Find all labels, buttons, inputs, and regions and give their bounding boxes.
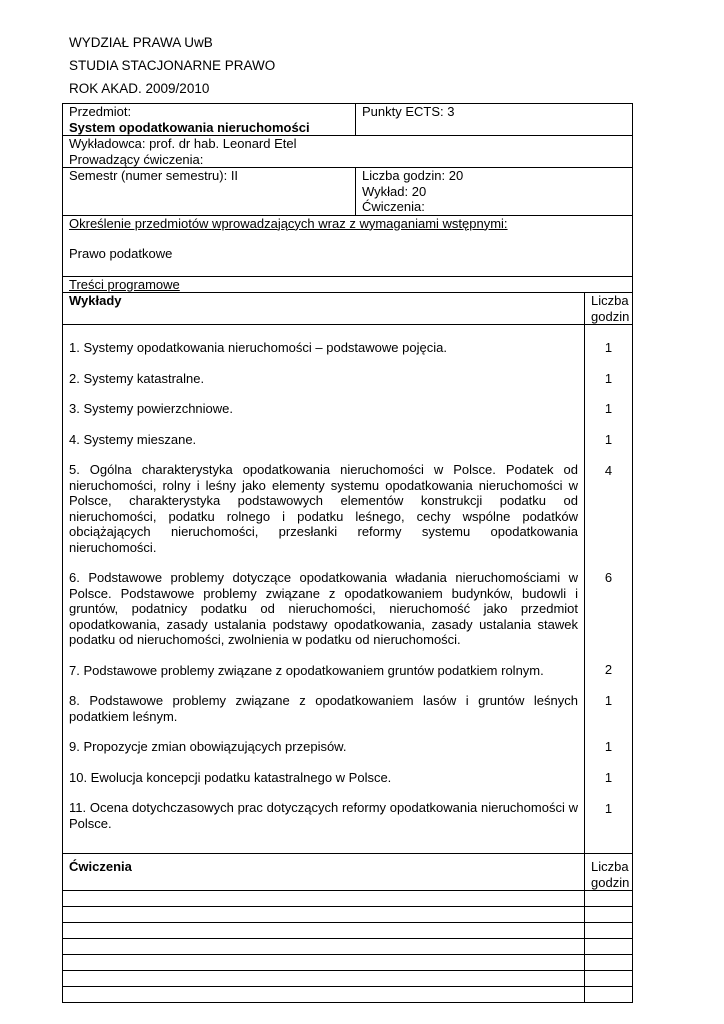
hours-heading-line1: Liczba xyxy=(591,293,629,308)
exercise-hours-cell xyxy=(585,971,633,987)
hours-heading-line1: Liczba xyxy=(591,859,629,874)
lecture-item: 11. Ocena dotychczasowych prac dotyczących reformy opodatkowania nieruchomości w Polsce. xyxy=(69,800,578,831)
lecture-hours-value: 1 xyxy=(604,801,613,816)
exercise-hours-cell xyxy=(585,955,633,971)
ects-cell xyxy=(356,104,633,136)
hours-heading-line2: godzin xyxy=(591,308,630,324)
exercise-topic-cell xyxy=(63,939,585,955)
exercise-topic-cell xyxy=(63,955,585,971)
program-heading: Treści programowe xyxy=(69,276,180,292)
staff-cell xyxy=(63,136,633,168)
hours-total: Liczba godzin: 20 xyxy=(362,168,464,183)
exercise-row xyxy=(63,987,633,1003)
lecture-hours-value: 1 xyxy=(604,371,613,386)
lecture-hours-value: 6 xyxy=(604,570,613,585)
exercise-topic-cell xyxy=(63,923,585,939)
exercises-heading: Ćwiczenia xyxy=(63,854,585,891)
lecture-item: 7. Podstawowe problemy związane z opodatkowaniem gruntów podatkiem rolnym. xyxy=(69,662,544,678)
lecture-hours-value: 1 xyxy=(604,693,613,708)
exercise-topic-cell xyxy=(63,971,585,987)
hours-cell xyxy=(356,168,633,216)
prereq-heading: Określenie przedmiotów wprowadzających wraz z wymaganiami wstępnymi: xyxy=(69,215,508,231)
header-academic-year: ROK AKAD. 2009/2010 xyxy=(69,81,210,96)
subject-name: System opodatkowania nieruchomości xyxy=(69,119,310,135)
subject-cell xyxy=(63,104,356,136)
hours-heading-line2: godzin xyxy=(591,874,630,890)
syllabus-table xyxy=(62,103,633,1003)
lecture-item: 3. Systemy powierzchniowe. xyxy=(69,401,234,416)
lecture-hours-value: 1 xyxy=(604,401,613,416)
lecture-item: 10. Ewolucja koncepcji podatku katastralnego w Polsce. xyxy=(69,769,392,785)
lecturer: Wykładowca: prof. dr hab. Leonard Etel xyxy=(69,136,297,151)
subject-label: Przedmiot: xyxy=(69,104,132,119)
program-cell xyxy=(63,276,633,293)
lectures-heading: Wykłady xyxy=(63,293,585,325)
exercise-hours-cell xyxy=(585,907,633,923)
lecture-item: 8. Podstawowe problemy związane z opodatkowaniem lasów i gruntów leśnych podatkiem leśnym. xyxy=(69,693,578,724)
lecture-hours-heading xyxy=(585,293,633,325)
ects-points: Punkty ECTS: 3 xyxy=(362,104,455,119)
lecture-item: 9. Propozycje zmian obowiązujących przepisów. xyxy=(69,739,347,754)
header-studies: STUDIA STACJONARNE PRAWO xyxy=(69,58,276,73)
prereq-row xyxy=(63,215,633,276)
lecture-item: 1. Systemy opodatkowania nieruchomości – podstawowe pojęcia. xyxy=(69,340,447,355)
exercise-row xyxy=(63,939,633,955)
exercise-hours-cell xyxy=(585,891,633,907)
lecture-hours-value: 2 xyxy=(604,662,613,677)
semester-label: Semestr (numer semestru): II xyxy=(69,168,239,183)
semester-cell xyxy=(63,168,356,216)
prereq-cell xyxy=(63,215,633,276)
lecture-item: 2. Systemy katastralne. xyxy=(69,370,205,386)
lectures-list xyxy=(63,325,585,854)
exercise-row xyxy=(63,923,633,939)
hours-exercises: Ćwiczenia: xyxy=(362,199,425,214)
exercise-row xyxy=(63,955,633,971)
staff-row xyxy=(63,136,633,168)
lecture-hours-value: 4 xyxy=(604,463,613,478)
program-row xyxy=(63,276,633,293)
exercise-row xyxy=(63,971,633,987)
exercises-header-row xyxy=(63,854,633,891)
exercise-topic-cell xyxy=(63,987,585,1003)
exercise-hours-cell xyxy=(585,923,633,939)
exercise-hours-cell xyxy=(585,987,633,1003)
exercise-hours-heading xyxy=(585,854,633,891)
lecture-hours-value: 1 xyxy=(604,770,613,785)
exercise-hours-cell xyxy=(585,939,633,955)
exercise-topic-cell xyxy=(63,907,585,923)
exercise-instructor: Prowadzący ćwiczenia: xyxy=(69,151,204,167)
lecture-hours-value: 1 xyxy=(604,739,613,754)
subject-row xyxy=(63,104,633,136)
lectures-header-row xyxy=(63,293,633,325)
lecture-hours-value: 1 xyxy=(604,340,613,355)
exercise-topic-cell xyxy=(63,891,585,907)
semester-row xyxy=(63,168,633,216)
lecture-item: 6. Podstawowe problemy dotyczące opodatkowania władania nieruchomościami w Polsce. Podstawowe problemy związane z opodatkowaniem budynków, budowli i gruntów, podatnicy podatku od nieruchomości, nieruchomość jako przedmiot opodatkowania, zasady ustalania podstawy opodatkowania, zasady ustalania stawek podatku od nieruchomości, zwolnienia w podatku od nieruchomości. xyxy=(69,570,578,647)
lectures-content-row xyxy=(63,325,633,854)
hours-lecture: Wykład: 20 xyxy=(362,183,427,199)
prereq-value: Prawo podatkowe xyxy=(69,246,173,261)
lecture-hours-value: 1 xyxy=(604,432,613,447)
exercise-row xyxy=(63,907,633,923)
header-faculty: WYDZIAŁ PRAWA UwB xyxy=(69,35,213,50)
lecture-hours-column xyxy=(585,325,633,854)
exercise-row xyxy=(63,891,633,907)
lecture-item: 4. Systemy mieszane. xyxy=(69,431,197,447)
lecture-item: 5. Ogólna charakterystyka opodatkowania nieruchomości w Polsce. Podatek od nieruchomości, rolny i leśny jako elementy systemu opodatkowania nieruchomości w Polsce, charakterystyka podstawowych elementów konstrukcji podatku od nieruchomości, podatku rolnego i podatku leśnego, cechy wspólne podatków obciążających nieruchomości, przesłanki reformy systemu opodatkowania nieruchomości. xyxy=(69,462,578,555)
